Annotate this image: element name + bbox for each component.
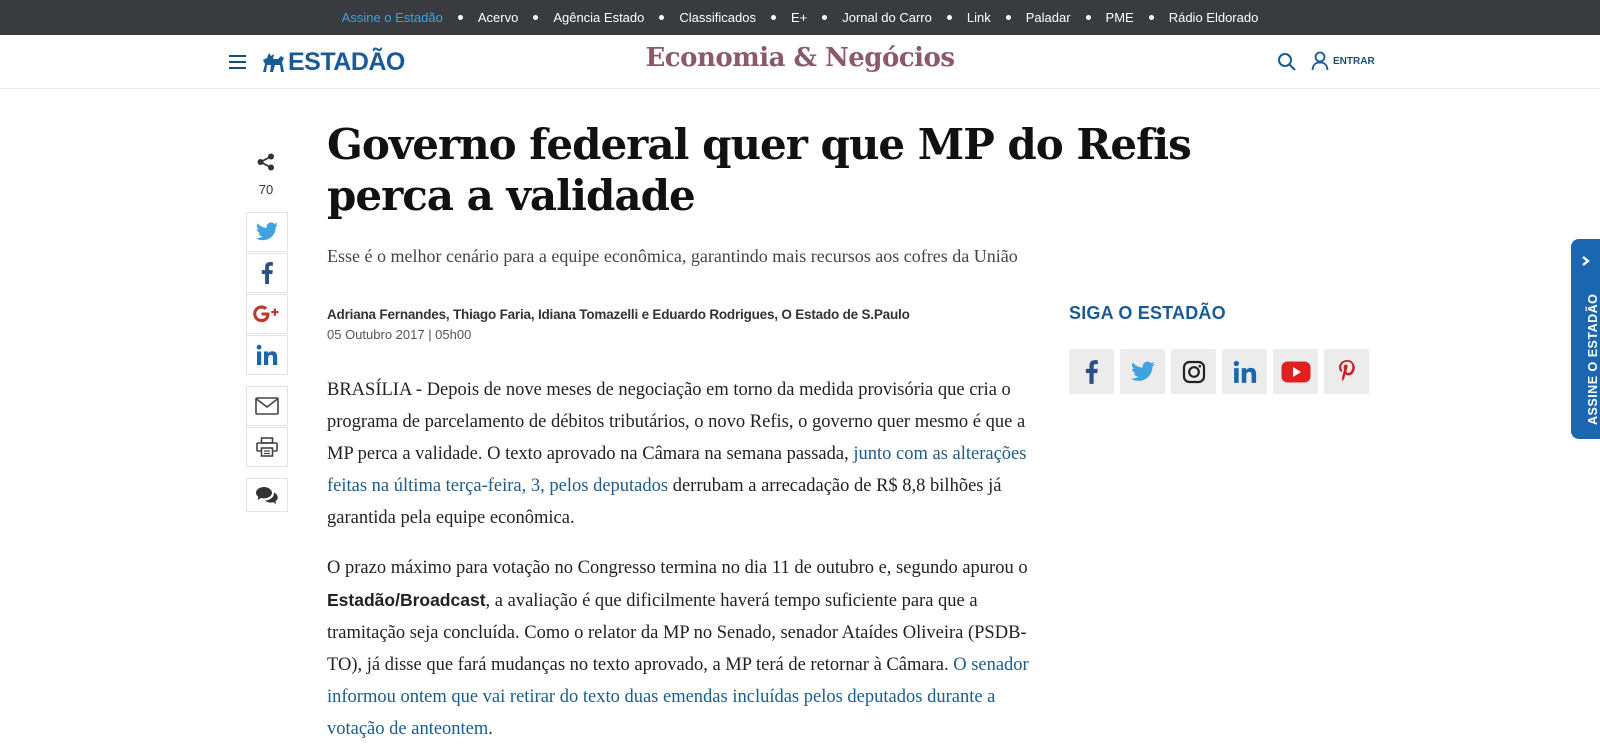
twitter-share-button[interactable] — [246, 212, 288, 252]
follow-title: SIGA O ESTADÃO — [1069, 303, 1226, 323]
comments-icon — [255, 486, 279, 504]
follow-pinterest-button[interactable] — [1324, 349, 1369, 394]
separator-dot — [947, 15, 952, 20]
google-plus-share-button[interactable] — [246, 294, 288, 334]
article-body — [327, 374, 1043, 745]
site-header — [0, 35, 1600, 89]
share-count-box[interactable] — [246, 153, 286, 197]
facebook-icon — [1085, 360, 1098, 384]
separator-dot — [1006, 15, 1011, 20]
top-nav-paladar[interactable]: Paladar — [991, 10, 1071, 25]
top-nav — [0, 0, 1600, 35]
user-icon — [1311, 51, 1329, 71]
linkedin-icon — [256, 344, 278, 366]
follow-youtube-button[interactable] — [1273, 349, 1318, 394]
top-nav-agencia-estado[interactable]: Agência Estado — [518, 10, 644, 25]
article-authors: Adriana Fernandes, Thiago Faria, Idiana Tomazelli e Eduardo Rodrigues, O Estado de S.Paulo — [327, 307, 910, 322]
article-date: 05 Outubro 2017 | 05h00 — [327, 327, 472, 342]
share-icon — [256, 153, 276, 171]
email-share-button[interactable] — [246, 386, 288, 426]
comments-button[interactable] — [246, 478, 288, 512]
assine-side-tab[interactable]: ASSINE O ESTADÃO — [1571, 239, 1600, 439]
estadao-logo[interactable]: ESTADÃO — [260, 48, 405, 76]
separator-dot — [458, 15, 463, 20]
separator-dot — [1086, 15, 1091, 20]
twitter-icon — [1130, 361, 1156, 383]
top-nav-acervo[interactable]: Acervo — [443, 10, 518, 25]
separator-dot — [771, 15, 776, 20]
follow-linkedin-button[interactable] — [1222, 349, 1267, 394]
facebook-share-button[interactable] — [246, 253, 288, 293]
twitter-icon — [255, 222, 279, 242]
top-nav-e-plus[interactable]: E+ — [756, 10, 807, 25]
article-paragraph: BRASÍLIA - Depois de nove meses de negociação em torno da medida provisória que cria o programa de parcelamento de débitos tributários, o novo Refis, o governo quer mesmo é que a MP perca a validade. O texto aprovado na Câmara na semana passada, junto com as alterações feitas na última terça-feira, 3, pelos deputados derrubam a arrecadação de R$ 8,8 bilhões já garantida pela equipe econômica. — [327, 380, 1027, 528]
google-plus-icon — [252, 305, 282, 323]
linkedin-icon — [1233, 360, 1257, 384]
bold-brand: Estadão/Broadcast — [327, 590, 486, 610]
instagram-icon — [1182, 360, 1206, 384]
follow-facebook-button[interactable] — [1069, 349, 1114, 394]
article-paragraph: O prazo máximo para votação no Congresso termina no dia 11 de outubro e, segundo apurou o Estadão/Broadcast, a avaliação é que dificilmente haverá tempo suficiente para que a tramitação seja concluída. Como o relator da MP no Senado, senador Ataídes Oliveira (PSDB-TO), já disse que fará mudanças no texto aprovado, a MP terá de retornar à Câmara. O senador informou ontem que vai retirar do texto duas emendas incluídas pelos deputados durante a votação de anteontem. — [327, 558, 1029, 739]
follow-twitter-button[interactable] — [1120, 349, 1165, 394]
article-link-alteracoes[interactable]: junto com as alterações feitas na última terça-feira, 3, pelos deputados — [327, 444, 1027, 496]
print-icon — [256, 437, 278, 457]
linkedin-share-button[interactable] — [246, 335, 288, 375]
hamburger-icon[interactable] — [229, 55, 246, 69]
article-headline: Governo federal quer que MP do Refis perca a validade — [327, 120, 1191, 220]
top-nav-link[interactable]: Link — [932, 10, 991, 25]
share-count: 70 — [258, 182, 274, 197]
youtube-icon — [1281, 361, 1311, 383]
article-link-senador[interactable]: O senador informou ontem que vai retirar do texto duas emendas incluídas pelos deputados durante a votação de anteontem — [327, 655, 1029, 739]
horse-rider-icon — [260, 50, 286, 74]
social-follow-row — [1069, 349, 1375, 394]
article-subtitle: Esse é o melhor cenário para a equipe econômica, garantindo mais recursos aos cofres da União — [327, 246, 1018, 266]
print-button[interactable] — [246, 427, 288, 467]
top-nav-radio-eldorado[interactable]: Rádio Eldorado — [1134, 10, 1259, 25]
facebook-icon — [261, 262, 273, 284]
separator-dot — [822, 15, 827, 20]
top-nav-assine[interactable]: Assine o Estadão — [341, 10, 443, 25]
section-title[interactable]: Economia & Negócios — [645, 43, 955, 73]
separator-dot — [533, 15, 538, 20]
email-icon — [255, 397, 279, 415]
top-nav-jornal-do-carro[interactable]: Jornal do Carro — [807, 10, 932, 25]
follow-instagram-button[interactable] — [1171, 349, 1216, 394]
top-nav-classificados[interactable]: Classificados — [644, 10, 756, 25]
pinterest-icon — [1337, 359, 1357, 385]
chevron-right-icon — [1580, 255, 1592, 267]
separator-dot — [659, 15, 664, 20]
search-icon[interactable] — [1277, 52, 1297, 72]
separator-dot — [1149, 15, 1154, 20]
login-button[interactable]: ENTRAR — [1311, 51, 1375, 71]
top-nav-pme[interactable]: PME — [1071, 10, 1134, 25]
